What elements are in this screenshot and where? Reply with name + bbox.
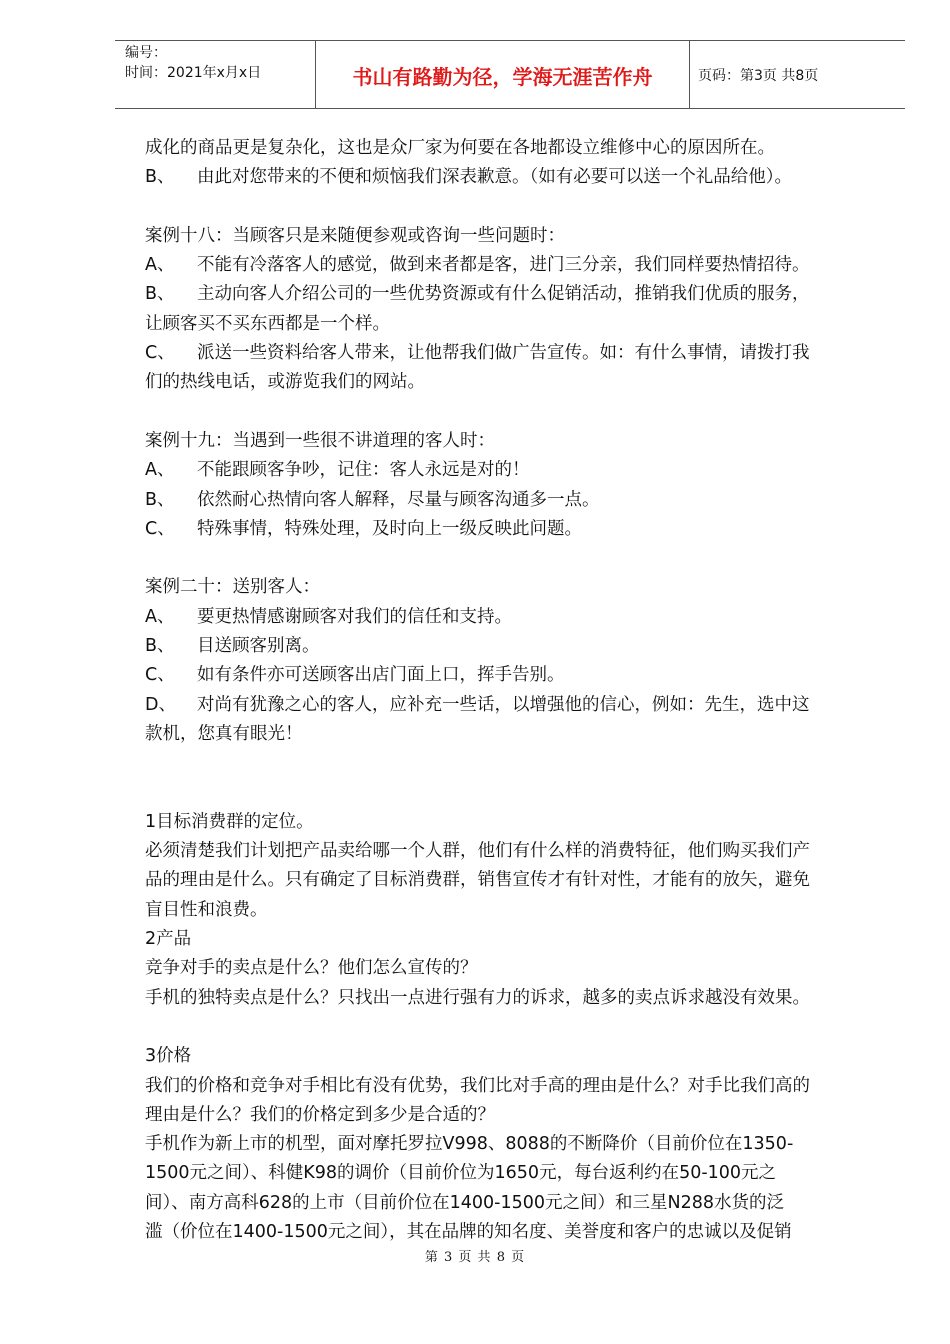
header-motto-cell	[316, 41, 690, 108]
list-item	[145, 280, 880, 309]
header-page-cell	[690, 41, 905, 108]
paragraph-line: 1500元之间）、科健K98的调价（目前价位为1650元，每台返利约在50-100元之	[145, 1163, 777, 1184]
spacer	[145, 544, 880, 573]
paragraph-line: 手机作为新上市的机型，面对摩托罗拉V998、8088的不断降价（目前价位在1350-	[145, 1134, 794, 1155]
item-label: C、	[145, 665, 175, 686]
section-heading: 1目标消费群的定位。	[145, 811, 314, 832]
page-label: 页码：第3页 共8页	[698, 68, 819, 84]
list-item	[145, 515, 880, 544]
item-label: B、	[145, 636, 175, 657]
paragraph-line: 理由是什么？我们的价格定到多少是合适的？	[145, 1104, 495, 1125]
paragraph-line: 让顾客买不买东西都是一个样。	[145, 313, 390, 334]
list-item	[145, 486, 880, 515]
paragraph-line: 滥（价位在1400-1500元之间），其在品牌的知名度、美誉度和客户的忠诚以及促销	[145, 1221, 792, 1242]
item-text: 要更热情感谢顾客对我们的信任和支持。	[197, 606, 512, 627]
list-item	[145, 163, 880, 192]
paragraph-line: 们的热线电话，或游览我们的网站。	[145, 372, 425, 393]
paragraph-line: 必须清楚我们计划把产品卖给哪一个人群，他们有什么样的消费特征，他们购买我们产	[145, 841, 810, 862]
case-heading: 案例十九：当遇到一些很不讲道理的客人时：	[145, 430, 495, 451]
item-text: 特殊事情，特殊处理，及时向上一级反映此问题。	[197, 518, 582, 539]
item-text: 派送一些资料给客人带来，让他帮我们做广告宣传。如：有什么事情，请拨打我	[197, 343, 810, 364]
time-label: 时间：2021年x月x日	[125, 65, 262, 81]
spacer	[145, 193, 880, 222]
item-text: 不能有冷落客人的感觉，做到来者都是客，进门三分亲，我们同样要热情招待。	[197, 255, 810, 276]
list-item	[145, 691, 880, 720]
paragraph-line: 竞争对手的卖点是什么？他们怎么宣传的？	[145, 958, 478, 979]
paragraph-line: 盲目性和浪费。	[145, 899, 268, 920]
list-item	[145, 339, 880, 368]
page-footer: 第 3 页 共 8 页	[424, 1250, 526, 1265]
spacer	[145, 1013, 880, 1042]
item-text: 依然耐心热情向客人解释，尽量与顾客沟通多一点。	[197, 489, 600, 510]
item-label: A、	[145, 606, 175, 627]
list-item	[145, 603, 880, 632]
paragraph-line: 成化的商品更是复杂化，这也是众厂家为何要在各地都设立维修中心的原因所在。	[145, 138, 775, 158]
list-item	[145, 456, 880, 485]
list-item	[145, 632, 880, 661]
spacer	[145, 779, 880, 808]
paragraph-line: 手机的独特卖点是什么？只找出一点进行强有力的诉求，越多的卖点诉求越没有效果。	[145, 987, 810, 1008]
spacer	[145, 749, 880, 778]
item-label: A、	[145, 460, 175, 481]
page-header	[115, 40, 905, 109]
item-label: C、	[145, 343, 175, 364]
item-label: D、	[145, 694, 176, 715]
item-text: 如有条件亦可送顾客出店门面上口，挥手告别。	[197, 665, 565, 686]
case-heading: 案例二十：送别客人：	[145, 577, 320, 598]
header-motto: 书山有路勤为径，学海无涯苦作舟	[352, 65, 653, 89]
item-text: 目送顾客别离。	[197, 636, 320, 657]
spacer	[145, 398, 880, 427]
section-heading: 3价格	[145, 1046, 192, 1067]
document-body	[145, 134, 880, 1247]
section-heading: 2产品	[145, 929, 192, 950]
item-text: 对尚有犹豫之心的客人，应补充一些话，以增强他的信心，例如：先生，选中这	[197, 694, 810, 715]
paragraph-line: 我们的价格和竞争对手相比有没有优势，我们比对手高的理由是什么？对手比我们高的	[145, 1075, 810, 1096]
item-text: 由此对您带来的不便和烦恼我们深表歉意。（如有必要可以送一个礼品给他）。	[197, 167, 792, 188]
case-heading: 案例十八：当顾客只是来随便参观或咨询一些问题时：	[145, 225, 565, 246]
header-meta-cell	[115, 41, 316, 108]
list-item	[145, 661, 880, 690]
paragraph-line: 间）、南方高科628的上市（目前价位在1400-1500元之间）和三星N288水货的泛	[145, 1192, 785, 1213]
list-item	[145, 251, 880, 280]
item-label: C、	[145, 518, 175, 539]
item-label: A、	[145, 255, 175, 276]
paragraph-line: 款机，您真有眼光！	[145, 723, 303, 744]
item-label: B、	[145, 489, 175, 510]
item-label: B、	[145, 167, 175, 188]
paragraph-line: 品的理由是什么。只有确定了目标消费群，销售宣传才有针对性，才能有的放矢，避免	[145, 870, 810, 891]
item-label: B、	[145, 284, 175, 305]
item-text: 主动向客人介绍公司的一些优势资源或有什么促销活动，推销我们优质的服务，	[197, 284, 810, 305]
item-text: 不能跟顾客争吵，记住：客人永远是对的！	[197, 460, 530, 481]
number-label: 编号：	[125, 45, 167, 61]
